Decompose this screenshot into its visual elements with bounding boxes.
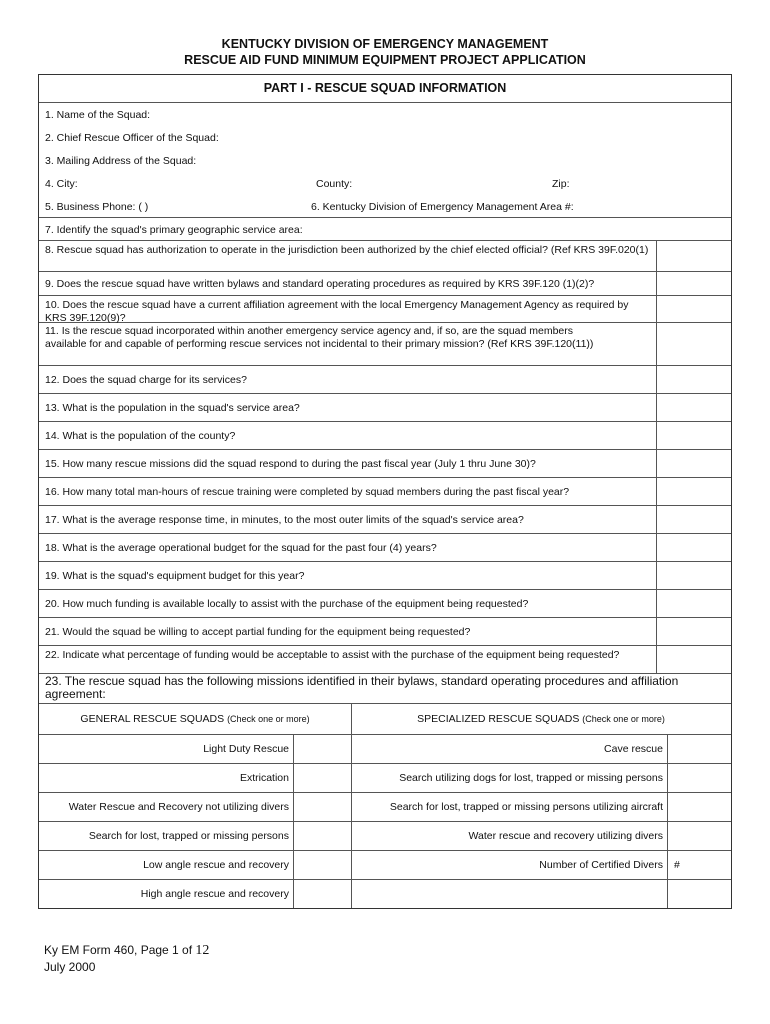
answer-box[interactable]	[656, 450, 731, 477]
answer-box[interactable]	[656, 618, 731, 645]
question-row	[39, 323, 731, 366]
question-text: 19. What is the squad's equipment budget for this year?	[45, 570, 305, 582]
page-footer	[44, 942, 209, 975]
question-row	[39, 506, 731, 534]
answer-box[interactable]	[656, 562, 731, 589]
specialized-mission-checkbox[interactable]	[668, 822, 731, 850]
question-text: 11. Is the rescue squad incorporated within another emergency service agency and, if so, are the squad members available for and capable of performing rescue services not incidental to their primary mission? (Ref KRS 39F.120(11))	[45, 325, 594, 350]
application-form	[38, 74, 732, 909]
city-label: 4. City:	[45, 178, 78, 190]
mission-row	[39, 764, 731, 793]
general-mission-label: Light Duty Rescue	[39, 735, 294, 763]
field-mailing-address[interactable]	[39, 149, 731, 172]
question-text: 22. Indicate what percentage of funding would be acceptable to assist with the purchase of the equipment being requested?	[45, 649, 620, 661]
general-mission-label: Extrication	[39, 764, 294, 792]
answer-box[interactable]	[656, 394, 731, 421]
answer-box[interactable]	[656, 590, 731, 617]
divers-count-field[interactable]: #	[674, 859, 680, 871]
specialized-mission-label: Number of Certified Divers	[351, 851, 668, 879]
question-row	[39, 394, 731, 422]
general-mission-checkbox[interactable]	[294, 880, 352, 908]
total-pages: 12	[195, 943, 210, 958]
answer-box[interactable]	[656, 272, 731, 295]
question-text: 10. Does the rescue squad have a current affiliation agreement with the local Emergency Management Agency as required by KRS 39F.120(9)?	[45, 299, 629, 324]
answer-box[interactable]	[656, 478, 731, 505]
mission-row	[39, 793, 731, 822]
field-city-county-zip[interactable]	[39, 172, 731, 195]
general-mission-checkbox[interactable]	[294, 822, 352, 850]
question-text: 23. The rescue squad has the following missions identified in their bylaws, standard operating procedures and affiliation agreement:	[45, 674, 679, 701]
header-title-line1: KENTUCKY DIVISION OF EMERGENCY MANAGEMENT	[221, 37, 549, 51]
general-mission-checkbox[interactable]	[294, 735, 352, 763]
question-row	[39, 590, 731, 618]
field-phone-area[interactable]	[39, 195, 731, 218]
mission-row	[39, 822, 731, 851]
mission-row	[39, 735, 731, 764]
question-text: 16. How many total man-hours of rescue training were completed by squad members during the past fiscal year?	[45, 486, 570, 498]
mission-row	[39, 880, 731, 908]
zip-label: Zip:	[552, 178, 570, 190]
field-label: 7. Identify the squad's primary geographic service area:	[45, 224, 303, 236]
answer-box[interactable]	[656, 323, 731, 365]
general-mission-label: Search for lost, trapped or missing persons	[39, 822, 294, 850]
answer-box[interactable]	[656, 506, 731, 533]
answer-box[interactable]	[656, 366, 731, 393]
question-text: 15. How many rescue missions did the squad respond to during the past fiscal year (July 1 thru June 30)?	[45, 458, 536, 470]
question-text: 12. Does the squad charge for its services?	[45, 374, 247, 386]
field-service-area[interactable]	[39, 218, 731, 241]
specialized-mission-label: Water rescue and recovery utilizing divers	[351, 822, 668, 850]
question-row	[39, 562, 731, 590]
mission-row	[39, 851, 731, 880]
specialized-mission-label	[351, 880, 668, 908]
general-mission-label: Low angle rescue and recovery	[39, 851, 294, 879]
header-title-line2: RESCUE AID FUND MINIMUM EQUIPMENT PROJECT APPLICATION	[184, 53, 586, 67]
field-label: 3. Mailing Address of the Squad:	[45, 155, 197, 167]
specialized-mission-label: Search utilizing dogs for lost, trapped or missing persons	[351, 764, 668, 792]
mission-grid-header	[39, 704, 731, 735]
area-label: 6. Kentucky Division of Emergency Management Area #:	[311, 201, 574, 213]
phone-label: 5. Business Phone: ( )	[45, 201, 149, 213]
question-text: 9. Does the rescue squad have written bylaws and standard operating procedures as required by KRS 39F.120 (1)(2)?	[45, 278, 595, 290]
field-squad-name[interactable]	[39, 103, 731, 126]
question-row	[39, 272, 731, 296]
specialized-header-label: SPECIALIZED RESCUE SQUADS	[417, 713, 580, 725]
field-chief-officer[interactable]	[39, 126, 731, 149]
mission-grid	[39, 735, 731, 908]
specialized-header	[351, 704, 731, 734]
general-mission-label: Water Rescue and Recovery not utilizing divers	[39, 793, 294, 821]
specialized-mission-label: Search for lost, trapped or missing persons utilizing aircraft	[351, 793, 668, 821]
general-mission-checkbox[interactable]	[294, 851, 352, 879]
question-row	[39, 366, 731, 394]
answer-box[interactable]	[656, 241, 731, 271]
question-row	[39, 422, 731, 450]
question-text: 17. What is the average response time, in minutes, to the most outer limits of the squad's service area?	[45, 514, 524, 526]
general-mission-label: High angle rescue and recovery	[39, 880, 294, 908]
form-date: July 2000	[44, 960, 96, 974]
question-row	[39, 241, 731, 272]
general-header	[39, 704, 352, 734]
question-text: 8. Rescue squad has authorization to operate in the jurisdiction been authorized by the chief elected official? (Ref KRS 39F.020(1)	[45, 244, 649, 256]
question-row	[39, 296, 731, 323]
specialized-mission-checkbox[interactable]	[668, 764, 731, 792]
specialized-mission-label: Cave rescue	[351, 735, 668, 763]
form-label: Ky EM Form 460, Page 1 of	[44, 943, 193, 957]
answer-box[interactable]	[656, 534, 731, 561]
question-text: 13. What is the population in the squad's service area?	[45, 402, 300, 414]
general-mission-checkbox[interactable]	[294, 793, 352, 821]
general-header-note: (Check one or more)	[227, 714, 310, 724]
answer-box[interactable]	[656, 296, 731, 322]
county-label: County:	[316, 178, 353, 190]
answer-box[interactable]	[656, 422, 731, 449]
question-text: 14. What is the population of the county?	[45, 430, 236, 442]
question-text: 21. Would the squad be willing to accept partial funding for the equipment being requested?	[45, 626, 471, 638]
general-header-label: GENERAL RESCUE SQUADS	[80, 713, 225, 725]
specialized-header-note: (Check one or more)	[582, 714, 665, 724]
question-row	[39, 450, 731, 478]
part-title: PART I - RESCUE SQUAD INFORMATION	[39, 75, 731, 103]
question-23	[39, 674, 731, 704]
question-row	[39, 478, 731, 506]
answer-box[interactable]	[656, 646, 731, 673]
field-label: 2. Chief Rescue Officer of the Squad:	[45, 132, 219, 144]
specialized-mission-checkbox[interactable]	[668, 880, 731, 908]
question-text: 20. How much funding is available locally to assist with the purchase of the equipment being requested?	[45, 598, 529, 610]
question-row	[39, 646, 731, 674]
general-mission-checkbox[interactable]	[294, 764, 352, 792]
question-text: 18. What is the average operational budget for the squad for the past four (4) years?	[45, 542, 437, 554]
field-label: 1. Name of the Squad:	[45, 109, 151, 121]
question-row	[39, 618, 731, 646]
question-row	[39, 534, 731, 562]
specialized-mission-checkbox[interactable]	[668, 735, 731, 763]
specialized-mission-checkbox[interactable]	[668, 793, 731, 821]
